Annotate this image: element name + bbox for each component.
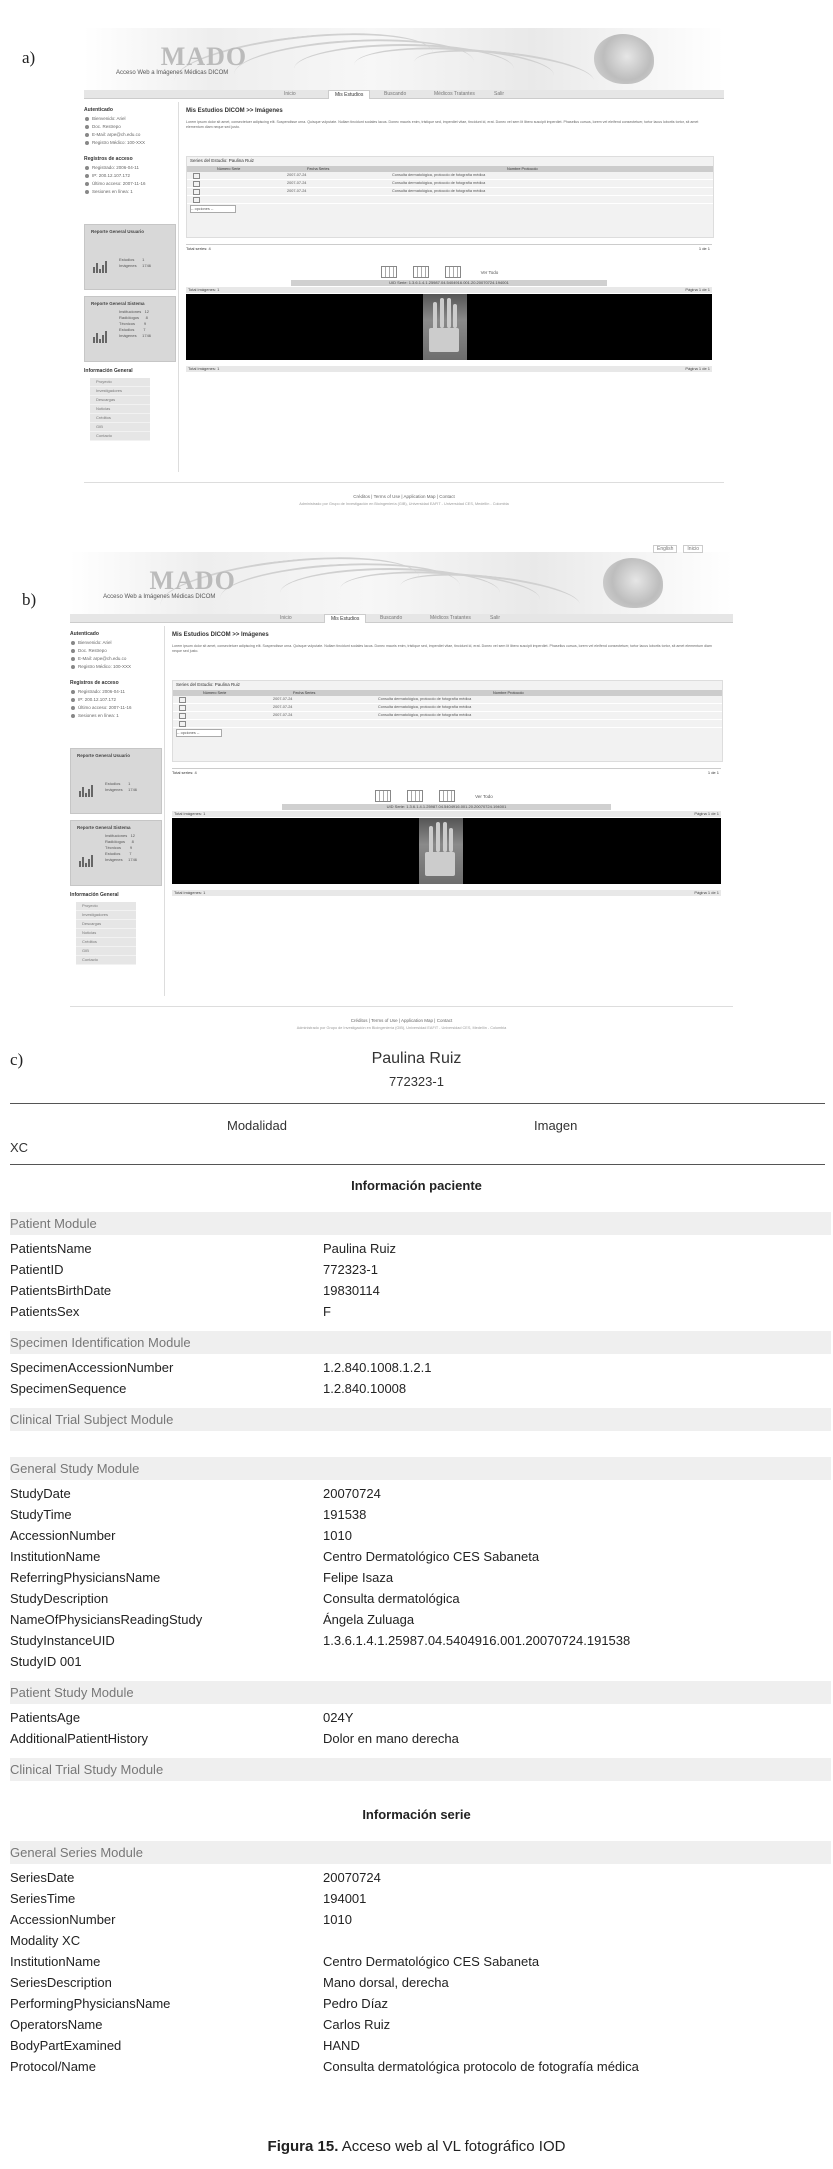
report-row: Imágenes 1746 [105,787,138,792]
attr-name: SeriesDescription [10,1975,112,1990]
series-row [173,712,722,720]
bar-chart-icon [93,331,107,343]
info-link-1[interactable]: Investigadores [90,387,150,396]
series-protocol[interactable]: Consulta dermatológica, protocolo de fotografía médica [392,189,486,193]
section-heading: Información paciente [351,1178,482,1193]
bar [93,267,95,273]
caption-text: Acceso web al VL fotográfico IOD [338,2138,566,2155]
panel-label-c: c) [10,1050,24,1069]
col-header: Número Serie [217,167,241,171]
footer-links[interactable]: Créditos | Terms of Use | Application Map | Contact [353,494,455,499]
auth-title: Autenticado [84,107,113,113]
report-row: Técnicos 9 [119,321,147,326]
attr-value: F [323,1304,331,1319]
auth-item: Bienvenido: Ariel [70,639,162,647]
series-select[interactable]: -- opciones -- [176,729,222,737]
intro-text: Lorem ipsum dolor sit amet, consectetuer adipiscing elit. Suspendisse urna. Quisque vulputate. Nullam tincidunt sodales lacus. Donec mauris enim, tristique sed, imperdiet vitae, tincidunt id, erat. Donec vel sem lit libero suscipit imperdiet. Phasellus cursus, lorem vel eleifend consectetuer, tortor lacus lobortis tortor, sit amet elementum diam neque sed justo. [172,644,712,653]
breadcrumb: Mis Estudios DICOM >> Imágenes [172,632,269,638]
skull-icon [603,558,663,608]
auth-item: E-Mail: arpe@ch.edu.co [84,131,176,139]
nav-buscando[interactable]: Buscando [380,615,403,621]
col-header: Nombre Protocolo [493,691,524,695]
series-protocol[interactable]: Consulta dermatológica, protocolo de fotografía médica [378,713,472,717]
nav-inicio[interactable]: Inicio [280,615,292,621]
series-row [187,188,713,196]
info-link-4[interactable]: Créditos [76,938,136,947]
report-row: Estudios 7 [105,851,132,856]
info-link-5[interactable]: GIB [76,947,136,956]
attr-name: PatientID [10,1262,64,1277]
images-total-bar-bottom [186,366,712,372]
bar [99,339,101,343]
figure-caption [0,2138,833,2155]
series-title: Series del Estudio: Paulina Ruiz [190,158,255,163]
report-row: Imágenes 1746 [119,263,152,268]
bar [82,857,84,867]
attr-name: AdditionalPatientHistory [10,1731,149,1746]
info-link-2[interactable]: Descargas [76,920,136,929]
nav-inicio[interactable]: Inicio [284,91,296,97]
info-link-0[interactable]: Proyecto [76,902,136,911]
module-title: Patient Module [10,1216,97,1231]
series-protocol[interactable]: Consulta dermatológica, protocolo de fotografía médica [392,181,486,185]
spacer [70,671,162,677]
bar [93,337,95,343]
series-select[interactable]: -- opciones -- [190,205,236,213]
module-title: Clinical Trial Study Module [10,1762,164,1777]
nav-buscando[interactable]: Buscando [384,91,407,97]
images-page: Página 1 de 1 [694,811,719,816]
series-row [173,720,722,728]
view-all-link[interactable]: Ver Todo [475,794,493,799]
report-row: Imágenes 1746 [119,333,152,338]
info-link-1[interactable]: Investigadores [76,911,136,920]
screenshot-a [84,28,724,518]
series-table [172,680,723,762]
attr-name: StudyDate [10,1486,71,1501]
series-page: 1 de 1 [707,770,719,775]
total-images: Total imágenes: 1 [188,287,220,292]
attr-name: Protocol/Name [10,2059,96,2074]
grid-view-icon[interactable] [439,790,455,802]
series-date: 2007-07-24 [287,173,307,177]
series-title: Series del Estudio: Paulina Ruiz [176,682,241,687]
module-title: Patient Study Module [10,1685,134,1700]
grid-view-icon[interactable] [413,266,429,278]
series-table [186,156,714,238]
attr-value: Consulta dermatológica [323,1591,460,1606]
series-icon[interactable] [193,197,200,203]
access-item: Último acceso: 2007-11-16 [70,704,162,712]
system-report-rows [105,833,137,863]
modality-value: XC [10,1140,29,1155]
col-modalidad: Modalidad [227,1118,287,1133]
system-report-title: Reporte General Sistema [91,301,145,306]
module-header [10,1212,831,1235]
attr-value: 772323-1 [323,1262,378,1277]
report-row: Estudios 7 [119,327,146,332]
module-title: General Series Module [10,1845,143,1860]
bar [96,263,98,273]
series-icon[interactable] [193,189,200,195]
app-logo: MADO [149,566,236,595]
attr-value: Ángela Zuluaga [323,1612,415,1627]
attr-value: HAND [323,2038,360,2053]
lang-link-0[interactable]: English [653,545,677,553]
access-title: Registros de acceso [84,156,133,162]
col-header: Número Serie [203,691,227,695]
column-divider [178,102,179,472]
series-row [187,180,713,188]
panel-label-b: b) [22,590,37,609]
attr-value: Carlos Ruiz [323,2017,391,2032]
bar-chart-icon [79,855,93,867]
attr-name: PatientsSex [10,1304,80,1319]
module-header [10,1331,831,1354]
hand-shape [440,298,444,328]
series-icon[interactable] [179,697,186,703]
images-page: Página 1 de 1 [694,890,719,895]
system-report-box [84,296,176,362]
bar [88,789,90,797]
nav-mis-estudios[interactable]: Mis Estudios [328,90,370,99]
grid-view-icon[interactable] [407,790,423,802]
info-link-2[interactable]: Descargas [90,396,150,405]
images-page: Página 1 de 1 [685,366,710,371]
access-item: IP: 200.12.107.172 [84,172,176,180]
grid-view-icon[interactable] [381,266,397,278]
grid-view-icon[interactable] [445,266,461,278]
attr-name: InstitutionName [10,1549,101,1564]
series-date: 2007-07-24 [273,697,293,701]
attr-name: SpecimenSequence [10,1381,127,1396]
patient-name-heading: Paulina Ruiz [371,1050,462,1067]
total-images: Total imágenes: 1 [174,811,206,816]
divider [10,1103,825,1104]
access-item: Registrado: 2006-04-11 [84,164,176,172]
caption-label: Figura 15. [267,2138,339,2155]
user-report-rows [105,781,137,793]
footer-links[interactable]: Créditos | Terms of Use | Application Map | Contact [350,1018,453,1023]
column-divider [164,626,165,996]
col-imagen: Imagen [534,1118,578,1133]
total-series: Total series: 4 [172,770,197,775]
attr-value: Pedro Díaz [323,1996,389,2011]
bar [105,261,107,273]
attr-value: 024Y [323,1710,354,1725]
series-icon[interactable] [193,181,200,187]
series-icon[interactable] [179,705,186,711]
auth-item: E-Mail: arpe@ch.edu.co [70,655,162,663]
hand-shape [453,304,457,328]
module-header [10,1758,831,1781]
series-icon[interactable] [179,713,186,719]
series-uid-bar: UID Serie: 1.3.6.1.4.1.25987.04.5404916.001.20.20070724.194001 [291,280,607,286]
user-report-box [70,748,162,814]
attr-name: PerformingPhysiciansName [10,1996,171,2011]
breadcrumb: Mis Estudios DICOM >> Imágenes [186,108,283,114]
info-link-3[interactable]: Noticias [90,405,150,414]
attr-name: InstitutionName [10,1954,101,1969]
report-row: Radiólogos 8 [119,315,148,320]
attr-name: NameOfPhysiciansReadingStudy [10,1612,203,1627]
bar [79,791,81,797]
bar-chart-icon [93,261,107,273]
spacer [84,147,176,153]
auth-item: Bienvenido: Ariel [84,115,176,123]
info-menu [76,902,136,965]
auth-item: Doc. Restrepo [70,647,162,655]
app-slogan: Acceso Web a Imágenes Médicas DICOM [116,70,229,76]
attr-value: Centro Dermatológico CES Sabaneta [323,1549,540,1564]
attr-value: 20070724 [323,1486,381,1501]
images-page: Página 1 de 1 [685,287,710,292]
series-date: 2007-07-24 [273,713,293,717]
attr-name: SpecimenAccessionNumber [10,1360,174,1375]
series-total-bar [172,768,721,777]
access-item: Último acceso: 2007-11-16 [84,180,176,188]
images-total-bar [186,287,712,293]
attr-name: OperatorsName [10,2017,103,2032]
nav-médicos-tratantes[interactable]: Médicos Tratantes [434,91,475,97]
attr-value: Consulta dermatológica protocolo de fotografía médica [323,2059,639,2074]
report-row: Instituciones 12 [119,309,150,314]
attr-name: BodyPartExamined [10,2038,122,2053]
images-total-bar [172,811,721,817]
attr-name: SeriesDate [10,1870,75,1885]
hand-shape [449,828,453,852]
info-title: Información General [70,892,119,898]
attr-name: Modality XC [10,1933,81,1948]
user-report-box [84,224,176,290]
attr-value: 1010 [323,1912,352,1927]
user-report-title: Reporte General Usuario [77,753,131,758]
hand-shape [429,328,459,352]
bar [96,333,98,343]
auth-item: Registro Médico: 100-XXX [84,139,176,147]
report-row: Imágenes 1746 [105,857,138,862]
bar [105,331,107,343]
series-date: 2007-07-24 [273,705,293,709]
main-nav [70,614,733,623]
series-row [187,196,713,204]
patient-id-heading: 772323-1 [389,1074,444,1089]
bar [85,793,87,797]
system-report-rows [119,309,151,339]
auth-item: Doc. Restrepo [84,123,176,131]
series-protocol[interactable]: Consulta dermatológica, protocolo de fotografía médica [392,173,486,177]
total-images: Total imágenes: 1 [188,366,220,371]
module-header [10,1681,831,1704]
main-content [186,108,712,130]
attr-value: 194001 [323,1891,367,1906]
bar [85,863,87,867]
report-row: Radiólogos 8 [105,839,134,844]
series-protocol[interactable]: Consulta dermatológica, protocolo de fotografía médica [378,705,472,709]
series-uid-bar: UID Serie: 1.3.6.1.4.1.25987.04.5404916.001.20.20070724.194001 [282,804,611,810]
bar [99,269,101,273]
module-title: Specimen Identification Module [10,1335,191,1350]
series-date: 2007-07-24 [287,181,307,185]
module-header [10,1457,831,1480]
attr-name: StudyID 001 [10,1654,82,1669]
main-nav [84,90,724,99]
user-report-title: Reporte General Usuario [91,229,145,234]
footer-divider [70,1006,733,1007]
module-title: General Study Module [10,1461,140,1476]
footer-credits: Administrado por Grupo de Investigación en Bioingeniería (GIB), Universidad EAFIT - Universidad CES, Medellín - Colombia [299,502,509,506]
attr-value: Mano dorsal, derecha [323,1975,449,1990]
images-total-bar-bottom [172,890,721,896]
language-switch [653,546,709,552]
series-row [173,696,722,704]
bar-chart-icon [79,785,93,797]
col-header: Nombre Protocolo [507,167,538,171]
intro-text: Lorem ipsum dolor sit amet, consectetuer adipiscing elit. Suspendisse urna. Quisque vulputate. Nullam tincidunt sodales lacus. Donec mauris enim, tristique sed, imperdiet vitae, tincidunt id, erat. Donec vel sem lit libero suscipit imperdiet. Phasellus cursus, lorem vel eleifend consectetuer, tortor lacus lobortis tortor, sit amet elementum diam neque sed justo. [186,120,699,129]
attr-name: ReferringPhysiciansName [10,1570,161,1585]
access-item: Sesiones en línea: 1 [84,188,176,196]
nav-salir[interactable]: Salir [494,91,505,97]
attr-value: 19830114 [323,1283,380,1298]
attr-value: 1010 [323,1528,352,1543]
auth-item: Registro Médico: 100-XXX [70,663,162,671]
info-link-6[interactable]: Contacto [76,956,136,965]
nav-salir[interactable]: Salir [490,615,501,621]
divider [10,1164,825,1165]
series-page: 1 de 1 [698,246,710,251]
attr-name: PatientsAge [10,1710,81,1725]
module-title: Clinical Trial Subject Module [10,1412,174,1427]
section-heading: Información serie [362,1807,471,1822]
attr-name: AccessionNumber [10,1912,116,1927]
total-images: Total imágenes: 1 [174,890,206,895]
hand-thumbnail[interactable] [419,818,463,884]
module-header [10,1841,831,1864]
attr-name: StudyTime [10,1507,72,1522]
bar [82,787,84,797]
system-report-box [70,820,162,886]
screenshot-b [70,546,733,1040]
series-icon[interactable] [193,173,200,179]
app-slogan: Acceso Web a Imágenes Médicas DICOM [103,594,216,600]
footer-credits: Administrado por Grupo de Investigación en Bioingeniería (GIB), Universidad EAFIT - Universidad CES, Medellín - Colombia [296,1026,507,1030]
access-item: IP: 200.12.107.172 [70,696,162,704]
report-row: Estudios 1 [119,257,145,262]
auth-title: Autenticado [70,631,99,637]
footer-divider [84,482,724,483]
info-link-5[interactable]: GIB [90,423,150,432]
panel-label-a: a) [22,48,36,67]
col-header: Fecha Series [307,167,330,171]
bar [88,859,90,867]
nav-médicos-tratantes[interactable]: Médicos Tratantes [430,615,471,621]
series-icon[interactable] [179,721,186,727]
attr-name: SeriesTime [10,1891,76,1906]
attr-value: 1.2.840.10008 [323,1381,407,1396]
bar [102,265,104,273]
info-link-4[interactable]: Créditos [90,414,150,423]
series-protocol[interactable]: Consulta dermatológica, protocolo de fotografía médica [378,697,472,701]
info-link-6[interactable]: Contacto [90,432,150,441]
col-header: Fecha Series [293,691,316,695]
attr-value: 1.2.840.1008.1.2.1 [323,1360,432,1375]
info-menu [90,378,150,441]
attr-value: Paulina Ruiz [323,1241,396,1256]
attr-name: PatientsBirthDate [10,1283,112,1298]
series-date: 2007-07-24 [287,189,307,193]
nav-mis-estudios[interactable]: Mis Estudios [324,614,366,623]
attr-value: Centro Dermatológico CES Sabaneta [323,1954,540,1969]
main-content [172,632,721,654]
series-total-bar [186,244,712,253]
access-item: Registrado: 2006-04-11 [70,688,162,696]
bar [102,335,104,343]
total-series: Total series: 4 [186,246,211,251]
hand-shape [443,822,447,852]
access-item: Sesiones en línea: 1 [70,712,162,720]
module-header [10,1408,831,1431]
attr-name: AccessionNumber [10,1528,116,1543]
bar [91,785,93,797]
info-title: Información General [84,368,133,374]
report-row: Estudios 1 [105,781,131,786]
attr-name: PatientsName [10,1241,92,1256]
attr-value: 191538 [323,1507,367,1522]
attr-value: 20070724 [323,1870,381,1885]
view-all-link[interactable]: Ver Todo [480,270,499,275]
user-report-rows [119,257,151,269]
info-link-0[interactable]: Proyecto [90,378,150,387]
access-title: Registros de acceso [70,680,119,686]
attr-name: StudyDescription [10,1591,109,1606]
series-row [187,172,713,180]
bar [79,861,81,867]
skull-icon [594,34,654,84]
system-report-title: Reporte General Sistema [77,825,131,830]
bar [91,855,93,867]
grid-view-icon[interactable] [375,790,391,802]
series-row [173,704,722,712]
attr-value: Felipe Isaza [323,1570,394,1585]
hand-thumbnail[interactable] [423,294,467,360]
app-logo: MADO [160,42,248,71]
report-row: Instituciones 12 [105,833,136,838]
hand-shape [447,298,451,328]
report-row: Técnicos 9 [105,845,133,850]
attr-value: Dolor en mano derecha [323,1731,459,1746]
hand-shape [436,822,440,852]
lang-link-1[interactable]: Inicio [683,545,703,553]
attr-name: StudyInstanceUID [10,1633,115,1648]
attr-value: 1.3.6.1.4.1.25987.04.5404916.001.20070724.191538 [323,1633,631,1648]
hand-shape [425,852,455,876]
info-link-3[interactable]: Noticias [76,929,136,938]
